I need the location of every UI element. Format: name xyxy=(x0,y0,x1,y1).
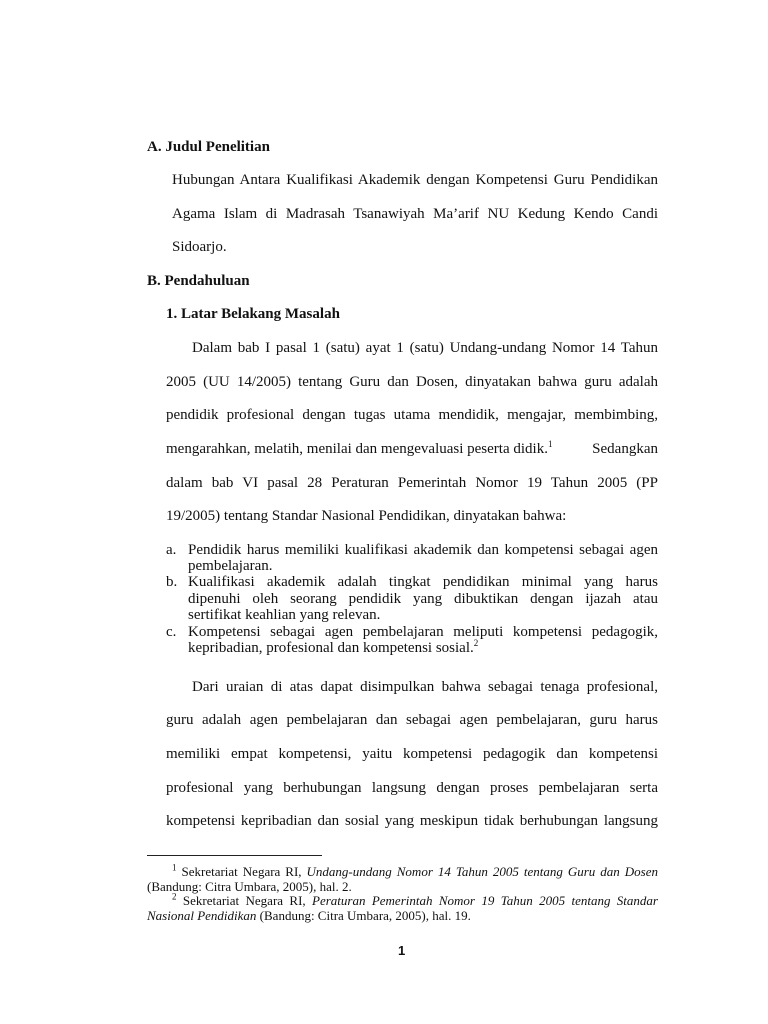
list-marker-b: b. xyxy=(166,574,178,590)
section-b-heading: B. Pendahuluan xyxy=(147,273,250,289)
list-b-line-1: Kualifikasi akademik adalah tingkat pendidikan minimal yang harus xyxy=(188,574,658,590)
list-a-line-2: pembelajaran. xyxy=(188,558,273,574)
para2-line-5: kompetensi kepribadian dan sosial yang meskipun tidak berhubungan langsung xyxy=(166,813,658,829)
subheading-latar-belakang: 1. Latar Belakang Masalah xyxy=(166,306,340,322)
list-marker-a: a. xyxy=(166,542,177,558)
title-line-2: Agama Islam di Madrasah Tsanawiyah Ma’arif NU Kedung Kendo Candi xyxy=(172,206,658,222)
list-c-line-1: Kompetensi sebagai agen pembelajaran meliputi kompetensi pedagogik, xyxy=(188,624,658,640)
para1-line-5: dalam bab VI pasal 28 Peraturan Pemerintah Nomor 19 Tahun 2005 (PP xyxy=(166,475,658,491)
footnote-ref-2: 2 xyxy=(473,638,479,648)
para1-line-4 xyxy=(166,441,658,458)
para1-line-4-tail: Sedangkan xyxy=(592,441,658,457)
footnote-2-line-2: Nasional Pendidikan (Bandung: Citra Umbara, 2005), hal. 19. xyxy=(147,908,471,923)
para2-line-1: Dari uraian di atas dapat disimpulkan bahwa sebagai tenaga profesional, xyxy=(192,679,658,695)
footnote-separator xyxy=(147,855,322,856)
para1-line-2: 2005 (UU 14/2005) tentang Guru dan Dosen, dinyatakan bahwa guru adalah xyxy=(166,374,658,390)
footnote-2-title: Peraturan Pemerintah Nomor 19 Tahun 2005 tentang Standar xyxy=(312,893,658,908)
para2-line-4: profesional yang berhubungan langsung dengan proses pembelajaran serta xyxy=(166,780,658,796)
para1-line-6: 19/2005) tentang Standar Nasional Pendidikan, dinyatakan bahwa: xyxy=(166,508,567,524)
para1-line-1: Dalam bab I pasal 1 (satu) ayat 1 (satu) Undang-undang Nomor 14 Tahun xyxy=(192,340,658,356)
para1-line-4-text: mengarahkan, melatih, menilai dan mengevaluasi peserta didik.$^1$ xyxy=(166,439,553,457)
list-a-line-1: Pendidik harus memiliki kualifikasi akademik dan kompetensi sebagai agen xyxy=(188,542,658,558)
list-marker-c: c. xyxy=(166,624,177,640)
list-b-line-2: dipenuhi oleh seorang pendidik yang dibuktikan dengan ijazah atau xyxy=(188,591,658,607)
para1-line-3: pendidik profesional dengan tugas utama mendidik, mengajar, membimbing, xyxy=(166,407,658,423)
page-number: 1 xyxy=(398,943,406,958)
footnote-1-line-2: (Bandung: Citra Umbara, 2005), hal. 2. xyxy=(147,879,352,894)
footnote-1-title: Undang-undang Nomor 14 Tahun 2005 tentang Guru dan Dosen xyxy=(306,864,658,879)
list-b-line-3: sertifikat keahlian yang relevan. xyxy=(188,607,381,623)
para2-line-2: guru adalah agen pembelajaran dan sebagai agen pembelajaran, guru harus xyxy=(166,712,658,728)
footnote-1-line-1: $^1$ Sekretariat Negara RI, Undang-undang Nomor 14 Tahun 2005 tentang Guru dan Dosen xyxy=(172,862,658,879)
footnote-2-line-1: $^2$ Sekretariat Negara RI, Peraturan Pemerintah Nomor 19 Tahun 2005 tentang Standar xyxy=(172,891,658,908)
footnote-ref-1: 1 xyxy=(547,439,553,449)
title-line-1: Hubungan Antara Kualifikasi Akademik dengan Kompetensi Guru Pendidikan xyxy=(172,172,658,188)
title-line-3: Sidoarjo. xyxy=(172,239,227,255)
list-c-line-2: kepribadian, profesional dan kompetensi sosial.$^2$ xyxy=(188,638,479,656)
section-a-heading: A. Judul Penelitian xyxy=(147,139,270,155)
para2-line-3: memiliki empat kompetensi, yaitu kompetensi pedagogik dan kompetensi xyxy=(166,746,658,762)
